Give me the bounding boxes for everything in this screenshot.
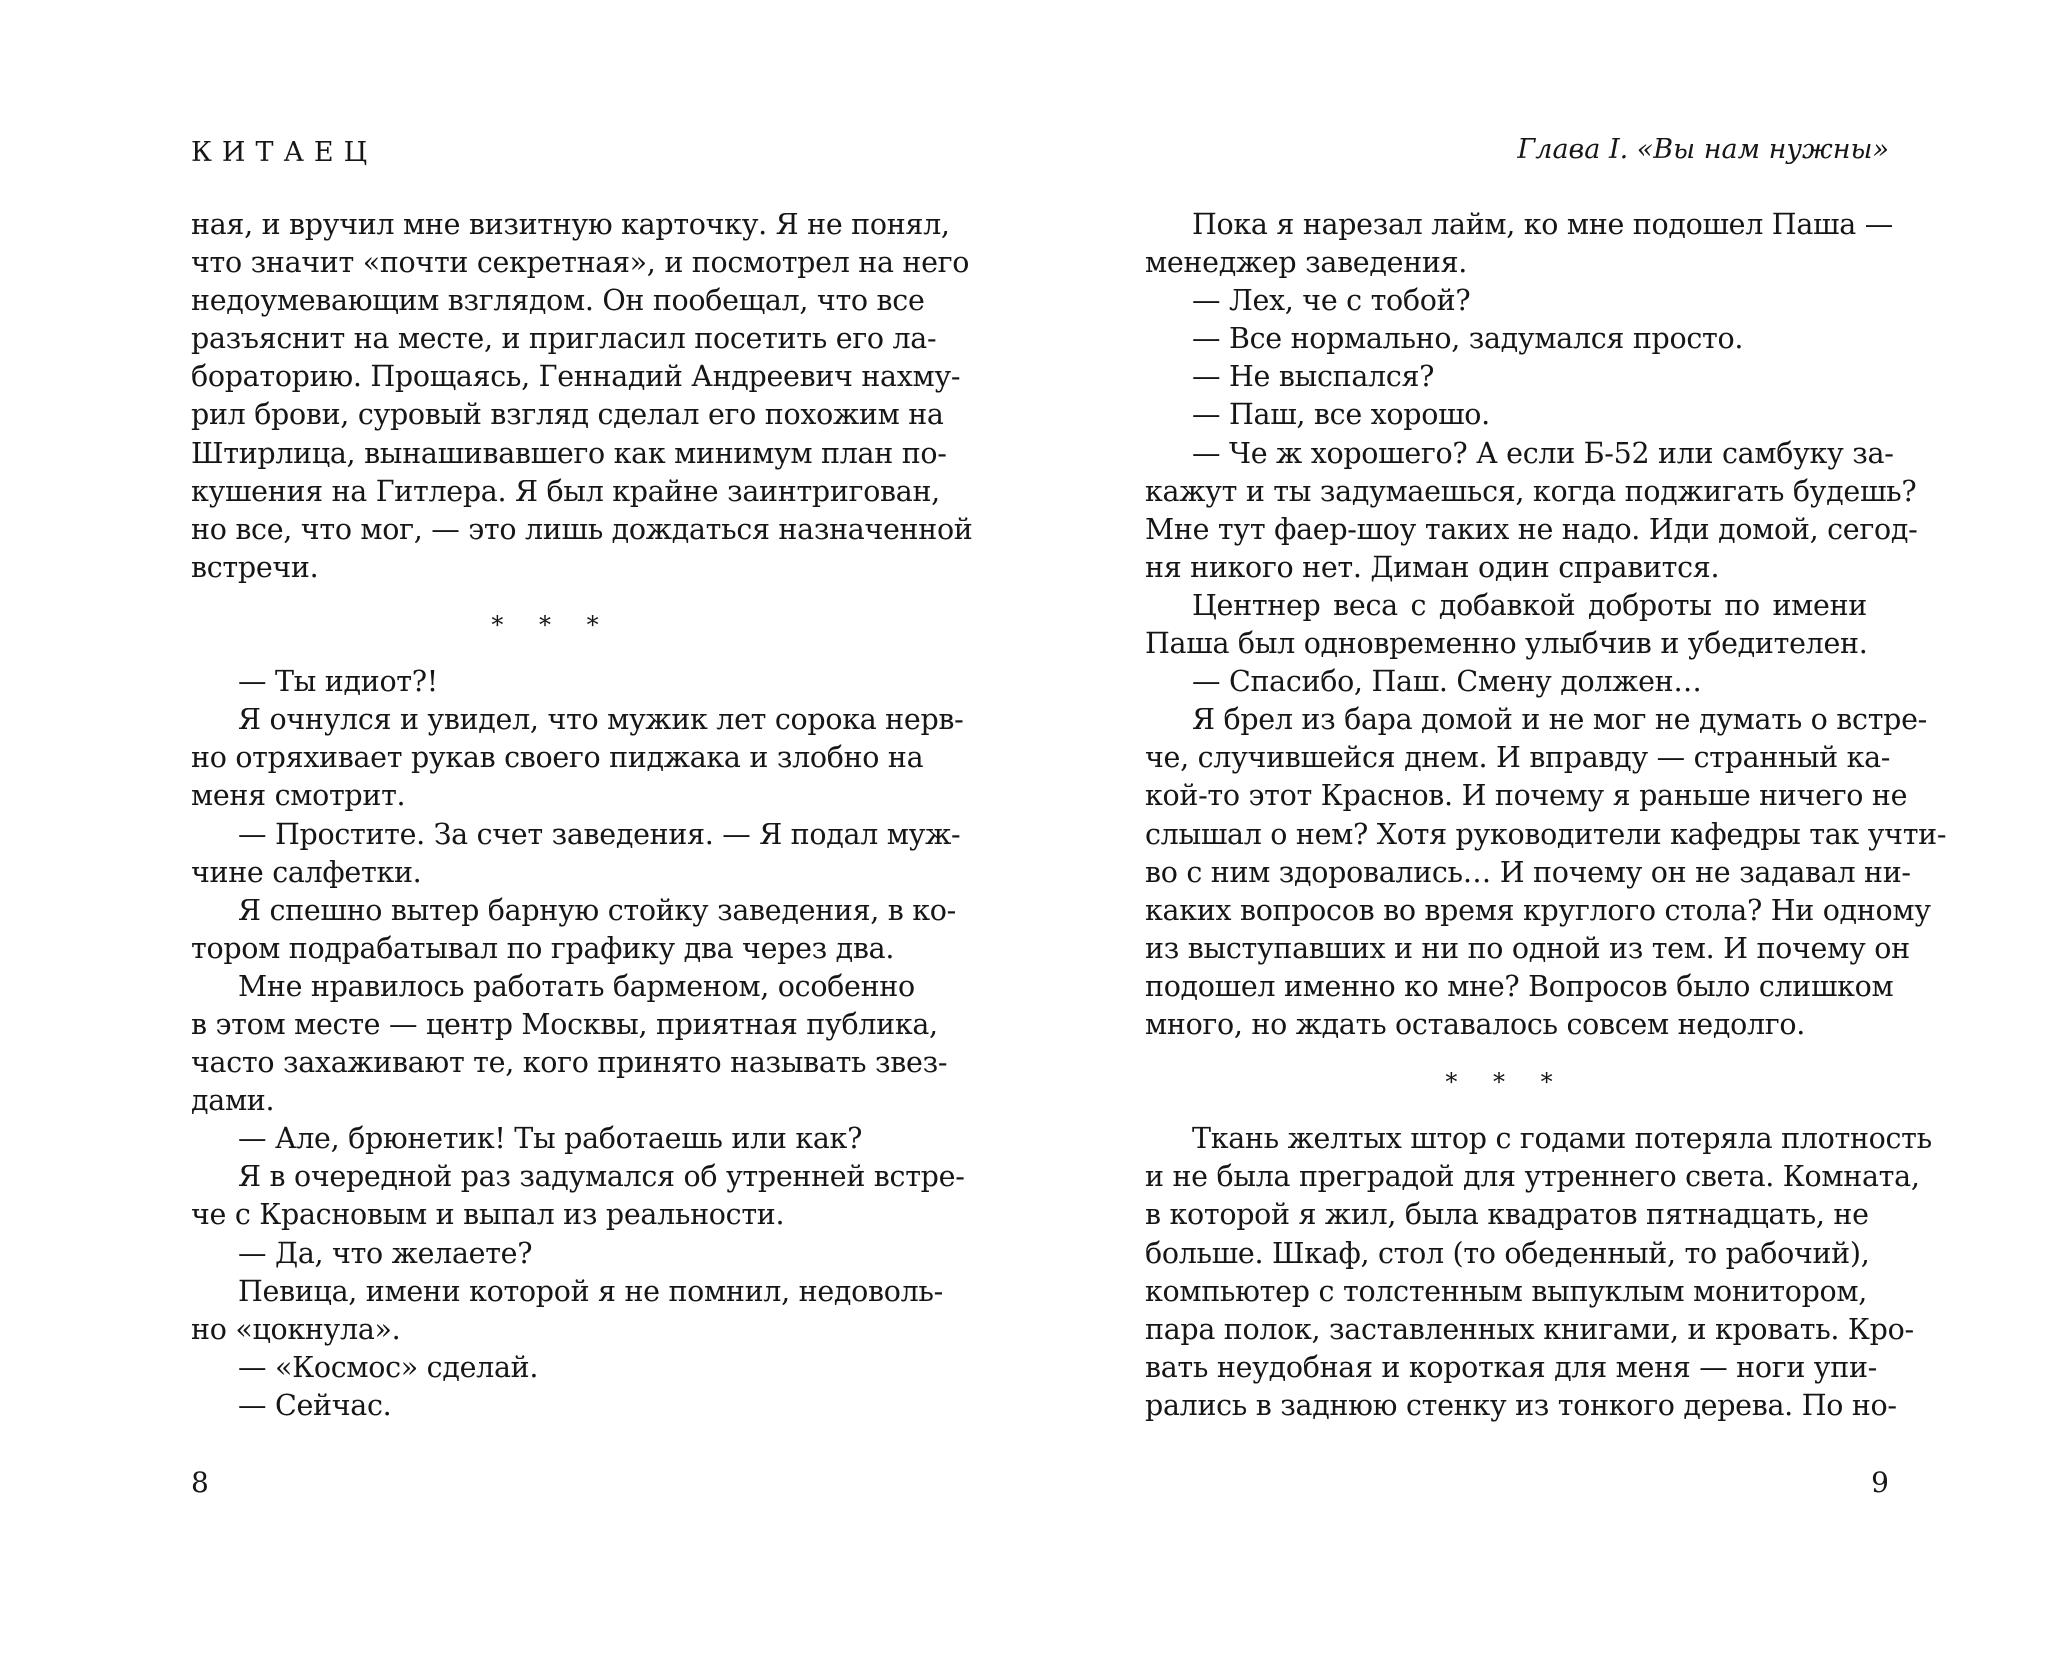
page-number: 8 [191, 1466, 209, 1499]
text-line: но отряхивает рукав своего пиджака и злобно на [191, 741, 924, 775]
text-line: каких вопросов во время круглого стола? Ни одному [1145, 893, 1931, 927]
right-page [1024, 0, 2048, 1654]
text-line: но все, что мог, — это лишь дождаться назначенной [191, 512, 973, 546]
text-line: менеджер заведения. [1145, 246, 1468, 280]
text-line: Пока я нарезал лайм, ко мне подошел Паша — [1192, 208, 1893, 241]
text-line: меня смотрит. [191, 779, 406, 813]
text-line: рил брови, суровый взгляд сделал его похожим на [191, 398, 944, 432]
text-line: дами. [191, 1084, 275, 1118]
text-line: — Лех, че с тобой? [1192, 284, 1471, 318]
text-line: кажут и ты задумаешься, когда поджигать будешь? [1145, 474, 1917, 508]
text-line: чине салфетки. [191, 855, 422, 889]
text-line: бораторию. Прощаясь, Геннадий Андреевич нахму- [191, 360, 961, 394]
text-line: — Сейчас. [238, 1388, 392, 1422]
text-line: кой-то этот Краснов. И почему я раньше ничего не [1145, 779, 1908, 813]
running-head: КИТАЕЦ [191, 137, 378, 168]
text-line: много, но ждать оставалось совсем недолго. [1145, 1007, 1806, 1041]
section-break: * * * [491, 610, 613, 639]
text-line: ня никого нет. Диман один справится. [1145, 550, 1720, 584]
text-line: рались в заднюю стенку из тонкого дерева. По но- [1145, 1388, 1897, 1422]
running-head: Глава I. «Вы нам нужны» [1517, 134, 1889, 165]
text-line: часто захаживают те, кого принято называть звез- [191, 1046, 948, 1080]
body-text [1145, 206, 1947, 1425]
text-line: больше. Шкаф, стол (то обеденный, то рабочий), [1145, 1236, 1870, 1270]
text-line: — Че ж хорошего? А если Б-52 или самбуку за- [1192, 436, 1894, 470]
text-line: Мне нравилось работать барменом, особенно [238, 969, 915, 1003]
text-line: — «Космос» сделай. [238, 1350, 539, 1384]
text-line: во с ним здоровались… И почему он не задавал ни- [1145, 855, 1911, 889]
text-line: Я спешно вытер барную стойку заведения, в ко- [238, 893, 956, 927]
text-line: — Спасибо, Паш. Смену должен… [1192, 665, 1702, 699]
text-line: но «цокнула». [191, 1312, 401, 1346]
text-line: — Да, что желаете? [238, 1236, 533, 1270]
text-line: кушения на Гитлера. Я был крайне заинтригован, [191, 474, 940, 508]
text-line: — Простите. За счет заведения. — Я подал муж- [238, 817, 961, 851]
text-line: Штирлица, вынашивавшего как минимум план по- [191, 436, 947, 470]
text-line: — Все нормально, задумался просто. [1192, 322, 1744, 356]
text-line: что значит «почти секретная», и посмотрел на него [191, 246, 970, 280]
text-line: компьютер с толстенным выпуклым монитором, [1145, 1274, 1867, 1308]
text-line: Певица, имени которой я не помнил, недоволь- [238, 1274, 943, 1308]
text-line: — Ты идиот?! [238, 665, 438, 699]
text-line: в этом месте — центр Москвы, приятная публика, [191, 1007, 938, 1041]
text-line: Центнер веса с добавкой доброты по имени [1192, 588, 1867, 622]
text-line: Я в очередной раз задумался об утренней встре- [238, 1160, 965, 1194]
text-line: и не была преградой для утреннего света. Комната, [1145, 1160, 1920, 1194]
text-line: вать неудобная и короткая для меня — ноги упи- [1145, 1350, 1877, 1384]
section-break: * * * [1445, 1068, 1567, 1097]
text-line: подошел именно ко мне? Вопросов было слишком [1145, 969, 1894, 1003]
text-line: че, случившейся днем. И вправду — странный ка- [1145, 741, 1891, 775]
text-line: Я очнулся и увидел, что мужик лет сорока нерв- [238, 703, 964, 737]
text-line: тором подрабатывал по графику два через два. [191, 931, 895, 965]
text-line: Ткань желтых штор с годами потеряла плотность [1192, 1122, 1932, 1156]
text-line: Я брел из бара домой и не мог не думать о встре- [1192, 703, 1928, 737]
text-line: че с Красновым и выпал из реальности. [191, 1198, 785, 1232]
text-line: разъяснит на месте, и пригласил посетить его ла- [191, 322, 937, 356]
text-line: — Але, брюнетик! Ты работаешь или как? [238, 1122, 863, 1156]
text-line: из выступавших и ни по одной из тем. И почему он [1145, 931, 1910, 965]
text-line: встречи. [191, 550, 319, 584]
text-line: недоумевающим взглядом. Он пообещал, что все [191, 284, 925, 318]
text-line: — Не выспался? [1192, 360, 1435, 394]
body-text [191, 206, 973, 1425]
text-line: Мне тут фаер-шоу таких не надо. Иди домой, сегод- [1145, 512, 1918, 546]
text-line: — Паш, все хорошо. [1192, 398, 1490, 432]
text-line: ная, и вручил мне визитную карточку. Я не понял, [191, 208, 950, 241]
text-line: Паша был одновременно улыбчив и убедителен. [1145, 627, 1868, 661]
text-line: пара полок, заставленных книгами, и кровать. Кро- [1145, 1312, 1914, 1346]
page-number: 9 [1871, 1466, 1889, 1499]
text-line: в которой я жил, была квадратов пятнадцать, не [1145, 1198, 1869, 1232]
text-line: слышал о нем? Хотя руководители кафедры так учти- [1145, 817, 1947, 851]
